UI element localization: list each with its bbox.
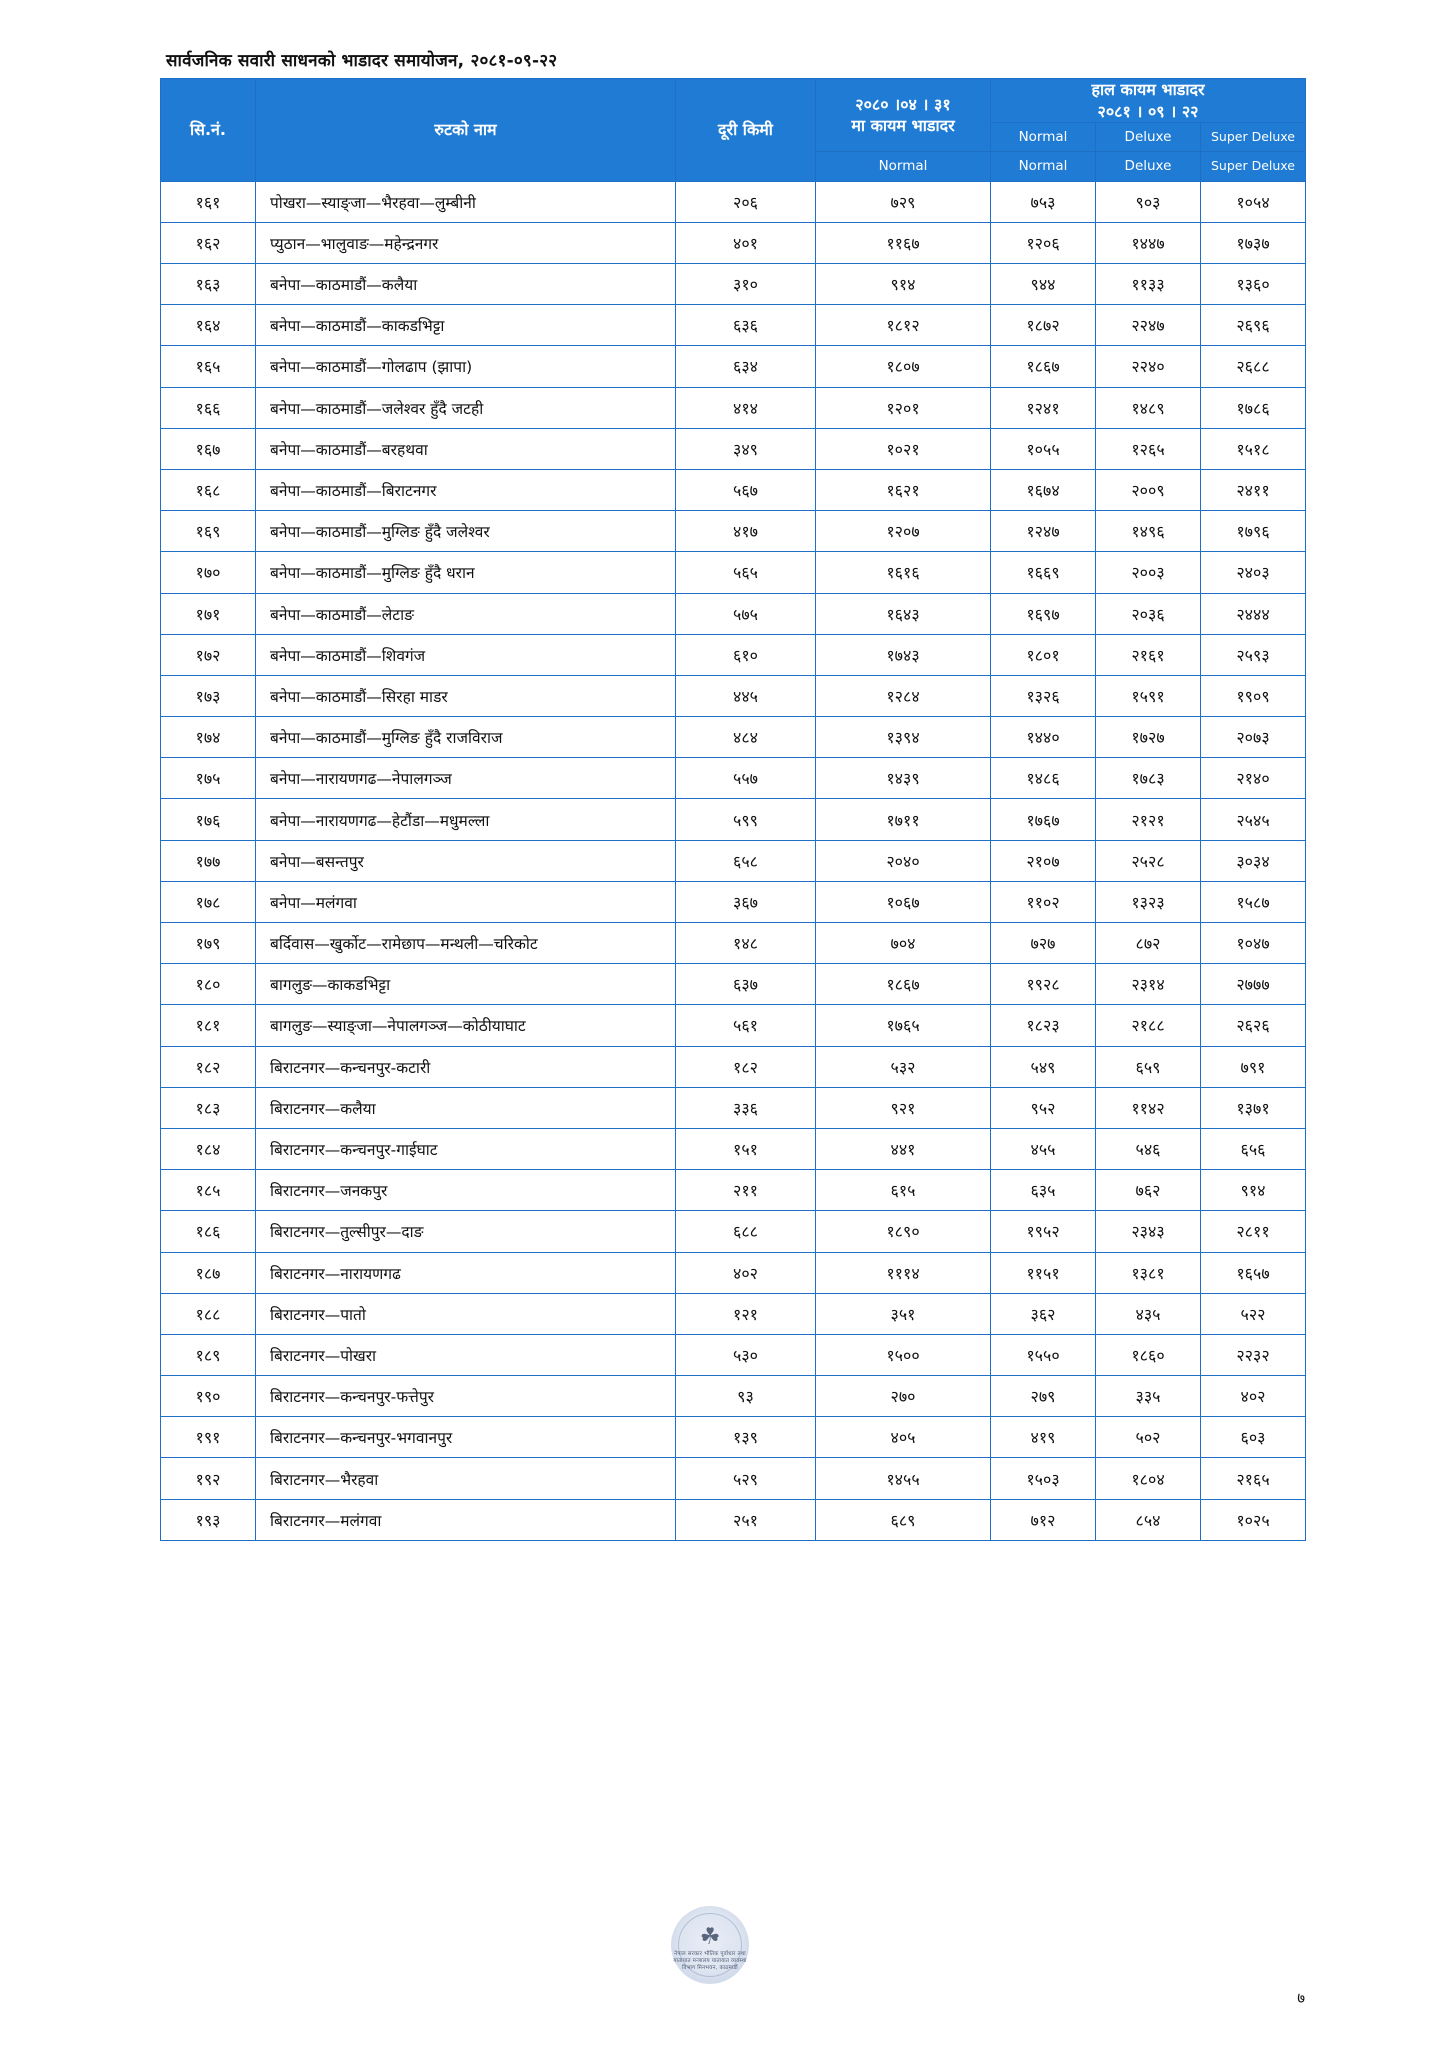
cell-rate-normal: १९५२ (991, 1211, 1096, 1252)
cell-rate-super-deluxe: २६९६ (1201, 305, 1306, 346)
cell-route: बनेपा—काठमाडौं—लेटाङ (256, 593, 676, 634)
cell-old-rate-normal: १८६७ (816, 964, 991, 1005)
cell-rate-super-deluxe: २४४४ (1201, 593, 1306, 634)
cell-old-rate-normal: ११६७ (816, 222, 991, 263)
cell-sn: १९२ (161, 1458, 256, 1499)
cell-route: बागलुङ—काकडभिट्टा (256, 964, 676, 1005)
cell-sn: १८२ (161, 1046, 256, 1087)
cell-rate-deluxe: १८०४ (1096, 1458, 1201, 1499)
cell-rate-normal: ७१२ (991, 1499, 1096, 1540)
table-row (161, 264, 1306, 305)
column-header-normal: Normal (991, 123, 1096, 152)
cell-route: बिराटनगर—मलंगवा (256, 1499, 676, 1540)
cell-rate-normal: १६६९ (991, 552, 1096, 593)
cell-rate-normal: १२४१ (991, 387, 1096, 428)
cell-sn: १७४ (161, 717, 256, 758)
cell-old-rate-normal: १२८४ (816, 675, 991, 716)
cell-rate-deluxe: ११४२ (1096, 1087, 1201, 1128)
cell-rate-normal: ९५२ (991, 1087, 1096, 1128)
cell-rate-super-deluxe: २५९३ (1201, 634, 1306, 675)
cell-old-rate-normal: १४३९ (816, 758, 991, 799)
cell-route: बिराटनगर—कन्चनपुर-भगवानपुर (256, 1417, 676, 1458)
cell-distance: ६३४ (676, 346, 816, 387)
cell-route: बिराटनगर—कन्चनपुर-फत्तेपुर (256, 1376, 676, 1417)
cell-rate-normal: १७६७ (991, 799, 1096, 840)
cell-rate-normal: ४५५ (991, 1128, 1096, 1169)
seal-text: नेपाल सरकार भौतिक पूर्वाधार तथा यातायात मन्त्रालय यातायात व्यवस्था विभाग मिनभवन, काठमाडौं (673, 1951, 747, 1971)
table-row (161, 222, 1306, 263)
cell-old-rate-normal: २७० (816, 1376, 991, 1417)
table-row (161, 840, 1306, 881)
cell-sn: १६७ (161, 428, 256, 469)
column-header-distance: दूरी किमी (676, 79, 816, 182)
cell-rate-deluxe: १३२३ (1096, 881, 1201, 922)
old-rate-line-2: मा कायम भाडादर (851, 116, 955, 136)
cell-sn: १७६ (161, 799, 256, 840)
table-row (161, 1334, 1306, 1375)
cell-old-rate-normal: १०२१ (816, 428, 991, 469)
cell-old-rate-normal: ४०५ (816, 1417, 991, 1458)
cell-sn: १६५ (161, 346, 256, 387)
table-row (161, 675, 1306, 716)
cell-old-rate-normal: १३९४ (816, 717, 991, 758)
cell-rate-super-deluxe: २६८८ (1201, 346, 1306, 387)
cell-rate-super-deluxe: १०२५ (1201, 1499, 1306, 1540)
cell-rate-super-deluxe: २७७७ (1201, 964, 1306, 1005)
cell-rate-super-deluxe: २५४५ (1201, 799, 1306, 840)
cell-rate-normal: १४८६ (991, 758, 1096, 799)
table-row (161, 181, 1306, 222)
cell-rate-deluxe: २२४० (1096, 346, 1201, 387)
cell-distance: ५९९ (676, 799, 816, 840)
cell-sn: १७९ (161, 923, 256, 964)
cell-sn: १९३ (161, 1499, 256, 1540)
cell-route: बर्दिवास—खुर्कोट—रामेछाप—मन्थली—चरिकोट (256, 923, 676, 964)
cell-route: बनेपा—बसन्तपुर (256, 840, 676, 881)
cell-distance: २११ (676, 1170, 816, 1211)
cell-route: बनेपा—नारायणगढ—नेपालगञ्ज (256, 758, 676, 799)
cell-old-rate-normal: १०६७ (816, 881, 991, 922)
cell-rate-deluxe: ७६२ (1096, 1170, 1201, 1211)
cell-distance: १५१ (676, 1128, 816, 1169)
cell-rate-deluxe: २२४७ (1096, 305, 1201, 346)
cell-distance: ६३६ (676, 305, 816, 346)
table-row (161, 469, 1306, 510)
cell-rate-normal: १९२८ (991, 964, 1096, 1005)
column-header-deluxe-2: Deluxe (1096, 152, 1201, 181)
cell-sn: १६४ (161, 305, 256, 346)
table-row (161, 1005, 1306, 1046)
cell-rate-deluxe: २३१४ (1096, 964, 1201, 1005)
cell-old-rate-normal: १६४३ (816, 593, 991, 634)
cell-route: बनेपा—काठमाडौं—शिवगंज (256, 634, 676, 675)
cell-rate-super-deluxe: १७३७ (1201, 222, 1306, 263)
column-header-sn: सि.नं. (161, 79, 256, 182)
cell-rate-deluxe: ८५४ (1096, 1499, 1201, 1540)
cell-rate-deluxe: ५४६ (1096, 1128, 1201, 1169)
cell-distance: १२१ (676, 1293, 816, 1334)
cell-rate-deluxe: २००३ (1096, 552, 1201, 593)
table-row (161, 346, 1306, 387)
table-row (161, 428, 1306, 469)
page-number: ७ (1297, 1989, 1305, 2007)
cell-rate-super-deluxe: २१४० (1201, 758, 1306, 799)
cell-old-rate-normal: १२०७ (816, 511, 991, 552)
table-row (161, 1170, 1306, 1211)
cell-rate-super-deluxe: २१६५ (1201, 1458, 1306, 1499)
cell-distance: ४१७ (676, 511, 816, 552)
cell-old-rate-normal: १७११ (816, 799, 991, 840)
cell-route: बिराटनगर—कन्चनपुर-गाईघाट (256, 1128, 676, 1169)
cell-rate-normal: २७९ (991, 1376, 1096, 1417)
cell-rate-deluxe: २५२८ (1096, 840, 1201, 881)
cell-rate-super-deluxe: २०७३ (1201, 717, 1306, 758)
cell-sn: १८६ (161, 1211, 256, 1252)
cell-rate-super-deluxe: ६०३ (1201, 1417, 1306, 1458)
cell-rate-normal: १८७२ (991, 305, 1096, 346)
cell-rate-deluxe: ५०२ (1096, 1417, 1201, 1458)
cell-rate-deluxe: १४८९ (1096, 387, 1201, 428)
cell-route: बिराटनगर—नारायणगढ (256, 1252, 676, 1293)
table-row (161, 552, 1306, 593)
cell-rate-normal: १०५५ (991, 428, 1096, 469)
table-row (161, 1046, 1306, 1087)
cell-rate-super-deluxe: २६२६ (1201, 1005, 1306, 1046)
cell-distance: ३६७ (676, 881, 816, 922)
cell-rate-normal: २१०७ (991, 840, 1096, 881)
cell-rate-deluxe: १५९१ (1096, 675, 1201, 716)
page-title: सार्वजनिक सवारी साधनको भाडादर समायोजन, २०८१-०९-२२ (166, 51, 558, 71)
table-row (161, 511, 1306, 552)
cell-rate-deluxe: १३८१ (1096, 1252, 1201, 1293)
cell-distance: ५६७ (676, 469, 816, 510)
cell-route: बिराटनगर—कलैया (256, 1087, 676, 1128)
cell-rate-deluxe: ८७२ (1096, 923, 1201, 964)
column-header-route: रुटको नाम (256, 79, 676, 182)
cell-sn: १७३ (161, 675, 256, 716)
cell-distance: ४०१ (676, 222, 816, 263)
cell-distance: ५६५ (676, 552, 816, 593)
cell-rate-super-deluxe: १९०९ (1201, 675, 1306, 716)
cell-rate-deluxe: १४४७ (1096, 222, 1201, 263)
cell-rate-normal: ९४४ (991, 264, 1096, 305)
cell-rate-super-deluxe: ६५६ (1201, 1128, 1306, 1169)
cell-rate-deluxe: २३४३ (1096, 1211, 1201, 1252)
cell-distance: ६३७ (676, 964, 816, 1005)
cell-sn: १७१ (161, 593, 256, 634)
old-rate-line-1: २०८० ।०४ । ३१ (855, 94, 951, 114)
cell-route: बनेपा—काठमाडौं—बरहथवा (256, 428, 676, 469)
cell-distance: ३१० (676, 264, 816, 305)
cell-rate-normal: ७५३ (991, 181, 1096, 222)
cell-rate-super-deluxe: १५८७ (1201, 881, 1306, 922)
cell-rate-super-deluxe: २८११ (1201, 1211, 1306, 1252)
cell-route: बिराटनगर—कन्चनपुर-कटारी (256, 1046, 676, 1087)
cell-old-rate-normal: १५०० (816, 1334, 991, 1375)
cell-sn: १९० (161, 1376, 256, 1417)
cell-route: बनेपा—काठमाडौं—मुग्लिङ हुँदै जलेश्वर (256, 511, 676, 552)
cell-sn: १७२ (161, 634, 256, 675)
cell-rate-super-deluxe: २४११ (1201, 469, 1306, 510)
cell-old-rate-normal: ९१४ (816, 264, 991, 305)
table-row (161, 1087, 1306, 1128)
cell-sn: १८८ (161, 1293, 256, 1334)
cell-old-rate-normal: ७०४ (816, 923, 991, 964)
cell-sn: १६१ (161, 181, 256, 222)
column-header-old-normal: Normal (816, 152, 991, 181)
cell-sn: १८४ (161, 1128, 256, 1169)
fare-table (160, 78, 1306, 1541)
table-row (161, 717, 1306, 758)
table-row (161, 1211, 1306, 1252)
cell-rate-normal: ११५१ (991, 1252, 1096, 1293)
cell-sn: १७० (161, 552, 256, 593)
cell-old-rate-normal: ३५१ (816, 1293, 991, 1334)
cell-distance: २५१ (676, 1499, 816, 1540)
table-row (161, 1293, 1306, 1334)
cell-rate-super-deluxe: ३०३४ (1201, 840, 1306, 881)
cell-rate-deluxe: १४९६ (1096, 511, 1201, 552)
table-row (161, 1499, 1306, 1540)
table-row (161, 1458, 1306, 1499)
cell-old-rate-normal: ६१५ (816, 1170, 991, 1211)
cell-route: बिराटनगर—तुल्सीपुर—दाङ (256, 1211, 676, 1252)
cell-rate-deluxe: २१६१ (1096, 634, 1201, 675)
cell-rate-deluxe: १८६० (1096, 1334, 1201, 1375)
table-row (161, 1417, 1306, 1458)
nepal-government-emblem-icon: ☘ (699, 1924, 721, 1950)
cell-rate-super-deluxe: १०५४ (1201, 181, 1306, 222)
cell-rate-deluxe: ४३५ (1096, 1293, 1201, 1334)
cell-rate-deluxe: २१८८ (1096, 1005, 1201, 1046)
table-body (161, 181, 1306, 1540)
cell-route: बनेपा—काठमाडौं—मुग्लिङ हुँदै राजविराज (256, 717, 676, 758)
cell-old-rate-normal: ४४१ (816, 1128, 991, 1169)
cell-sn: १७७ (161, 840, 256, 881)
cell-distance: ३३६ (676, 1087, 816, 1128)
table-row (161, 1376, 1306, 1417)
cell-rate-super-deluxe: १०४७ (1201, 923, 1306, 964)
cell-rate-normal: ७२७ (991, 923, 1096, 964)
cell-rate-super-deluxe: ७९१ (1201, 1046, 1306, 1087)
cell-old-rate-normal: १६१६ (816, 552, 991, 593)
cell-rate-normal: १५५० (991, 1334, 1096, 1375)
cell-rate-normal: १८६७ (991, 346, 1096, 387)
cell-old-rate-normal: १८१२ (816, 305, 991, 346)
cell-sn: १७५ (161, 758, 256, 799)
cell-old-rate-normal: १८०७ (816, 346, 991, 387)
cell-distance: १४८ (676, 923, 816, 964)
cell-route: बनेपा—काठमाडौं—जलेश्वर हुँदै जटही (256, 387, 676, 428)
cell-distance: ४०२ (676, 1252, 816, 1293)
cell-distance: ५२९ (676, 1458, 816, 1499)
cell-distance: ६८८ (676, 1211, 816, 1252)
cell-rate-deluxe: ९०३ (1096, 181, 1201, 222)
cell-rate-normal: १८०१ (991, 634, 1096, 675)
cell-route: बिराटनगर—पोखरा (256, 1334, 676, 1375)
cell-route: बनेपा—काठमाडौं—सिरहा माडर (256, 675, 676, 716)
fare-table-container (160, 78, 1305, 1541)
cell-rate-deluxe: १७८३ (1096, 758, 1201, 799)
table-row (161, 1252, 1306, 1293)
table-row (161, 758, 1306, 799)
cell-rate-normal: १५०३ (991, 1458, 1096, 1499)
cell-rate-super-deluxe: १३७१ (1201, 1087, 1306, 1128)
cell-rate-super-deluxe: ९१४ (1201, 1170, 1306, 1211)
cell-old-rate-normal: १११४ (816, 1252, 991, 1293)
cell-rate-normal: ३६२ (991, 1293, 1096, 1334)
cell-route: बनेपा—काठमाडौं—मुग्लिङ हुँदै धरान (256, 552, 676, 593)
cell-sn: १६२ (161, 222, 256, 263)
cell-distance: ९३ (676, 1376, 816, 1417)
cell-rate-deluxe: २०३६ (1096, 593, 1201, 634)
cell-rate-deluxe: २१२१ (1096, 799, 1201, 840)
cell-rate-super-deluxe: १७८६ (1201, 387, 1306, 428)
table-row (161, 923, 1306, 964)
official-seal (668, 1906, 752, 1990)
column-header-deluxe: Deluxe (1096, 123, 1201, 152)
cell-rate-super-deluxe: १६५७ (1201, 1252, 1306, 1293)
table-row (161, 305, 1306, 346)
cell-rate-normal: १६९७ (991, 593, 1096, 634)
table-row (161, 387, 1306, 428)
cell-old-rate-normal: १८९० (816, 1211, 991, 1252)
table-row (161, 1128, 1306, 1169)
column-header-super-deluxe: Super Deluxe (1201, 123, 1306, 152)
cell-rate-normal: १६७४ (991, 469, 1096, 510)
cell-distance: १८२ (676, 1046, 816, 1087)
column-header-old-rate (816, 79, 991, 152)
cell-sn: १८३ (161, 1087, 256, 1128)
cell-rate-super-deluxe: १३६० (1201, 264, 1306, 305)
cell-sn: १८१ (161, 1005, 256, 1046)
cell-route: बिराटनगर—पातो (256, 1293, 676, 1334)
cell-old-rate-normal: ५३२ (816, 1046, 991, 1087)
table-row (161, 881, 1306, 922)
cell-old-rate-normal: १७४३ (816, 634, 991, 675)
cell-distance: १३९ (676, 1417, 816, 1458)
cell-rate-deluxe: २००९ (1096, 469, 1201, 510)
cell-old-rate-normal: ७२९ (816, 181, 991, 222)
table-row (161, 593, 1306, 634)
column-header-normal-2: Normal (991, 152, 1096, 181)
cell-rate-deluxe: ११३३ (1096, 264, 1201, 305)
cell-sn: १६९ (161, 511, 256, 552)
cell-old-rate-normal: २०४० (816, 840, 991, 881)
cell-rate-normal: ११०२ (991, 881, 1096, 922)
cell-rate-super-deluxe: २२३२ (1201, 1334, 1306, 1375)
cell-sn: १६३ (161, 264, 256, 305)
cell-old-rate-normal: १४५५ (816, 1458, 991, 1499)
cell-old-rate-normal: ९२१ (816, 1087, 991, 1128)
cell-route: बनेपा—नारायणगढ—हेटौंडा—मधुमल्ला (256, 799, 676, 840)
seal-ring (671, 1906, 749, 1984)
cell-sn: १७८ (161, 881, 256, 922)
cell-rate-normal: ५४९ (991, 1046, 1096, 1087)
cell-route: बिराटनगर—भैरहवा (256, 1458, 676, 1499)
cell-rate-normal: ४१९ (991, 1417, 1096, 1458)
table-row (161, 634, 1306, 675)
cell-rate-normal: १३२६ (991, 675, 1096, 716)
cell-rate-normal: १८२३ (991, 1005, 1096, 1046)
cell-rate-normal: ६३५ (991, 1170, 1096, 1211)
cell-route: बनेपा—काठमाडौं—बिराटनगर (256, 469, 676, 510)
cell-sn: १६६ (161, 387, 256, 428)
cell-rate-deluxe: ३३५ (1096, 1376, 1201, 1417)
cell-route: बिराटनगर—जनकपुर (256, 1170, 676, 1211)
cell-rate-super-deluxe: १७९६ (1201, 511, 1306, 552)
cell-distance: ५३० (676, 1334, 816, 1375)
cell-rate-super-deluxe: ५२२ (1201, 1293, 1306, 1334)
cell-rate-normal: १२४७ (991, 511, 1096, 552)
cell-old-rate-normal: १६२१ (816, 469, 991, 510)
cell-distance: ५५७ (676, 758, 816, 799)
cell-distance: ४८४ (676, 717, 816, 758)
cell-sn: १८९ (161, 1334, 256, 1375)
cell-distance: ४४५ (676, 675, 816, 716)
cell-sn: १८७ (161, 1252, 256, 1293)
cell-rate-super-deluxe: ४०२ (1201, 1376, 1306, 1417)
cell-route: बनेपा—काठमाडौं—गोलढाप (झापा) (256, 346, 676, 387)
cell-sn: १८५ (161, 1170, 256, 1211)
cell-old-rate-normal: १२०१ (816, 387, 991, 428)
cell-rate-super-deluxe: २४०३ (1201, 552, 1306, 593)
cell-old-rate-normal: १७६५ (816, 1005, 991, 1046)
cell-distance: ४१४ (676, 387, 816, 428)
cell-rate-deluxe: १२६५ (1096, 428, 1201, 469)
cell-route: प्युठान—भालुवाङ—महेन्द्रनगर (256, 222, 676, 263)
cell-distance: ३४९ (676, 428, 816, 469)
column-header-current-rate (991, 79, 1306, 123)
cell-rate-super-deluxe: १५१८ (1201, 428, 1306, 469)
table-header (161, 79, 1306, 182)
cell-rate-normal: १४४० (991, 717, 1096, 758)
cell-route: बनेपा—काठमाडौं—कलैया (256, 264, 676, 305)
cell-rate-deluxe: ६५९ (1096, 1046, 1201, 1087)
cell-distance: ५७५ (676, 593, 816, 634)
cell-rate-deluxe: १७२७ (1096, 717, 1201, 758)
cell-distance: ६१० (676, 634, 816, 675)
cell-sn: १८० (161, 964, 256, 1005)
cell-route: बागलुङ—स्याङ्जा—नेपालगञ्ज—कोठीयाघाट (256, 1005, 676, 1046)
current-rate-line-1: हाल कायम भाडादर (1091, 80, 1205, 99)
cell-distance: ५६१ (676, 1005, 816, 1046)
cell-sn: १९१ (161, 1417, 256, 1458)
cell-distance: २०६ (676, 181, 816, 222)
table-row (161, 799, 1306, 840)
cell-sn: १६८ (161, 469, 256, 510)
cell-route: पोखरा—स्याङ्जा—भैरहवा—लुम्बीनी (256, 181, 676, 222)
cell-old-rate-normal: ६८९ (816, 1499, 991, 1540)
cell-distance: ६५८ (676, 840, 816, 881)
column-header-super-deluxe-2: Super Deluxe (1201, 152, 1306, 181)
cell-rate-normal: १२०६ (991, 222, 1096, 263)
table-row (161, 964, 1306, 1005)
cell-route: बनेपा—काठमाडौं—काकडभिट्टा (256, 305, 676, 346)
cell-route: बनेपा—मलंगवा (256, 881, 676, 922)
current-rate-line-2: २०८१ । ०९ । २२ (1097, 101, 1199, 121)
